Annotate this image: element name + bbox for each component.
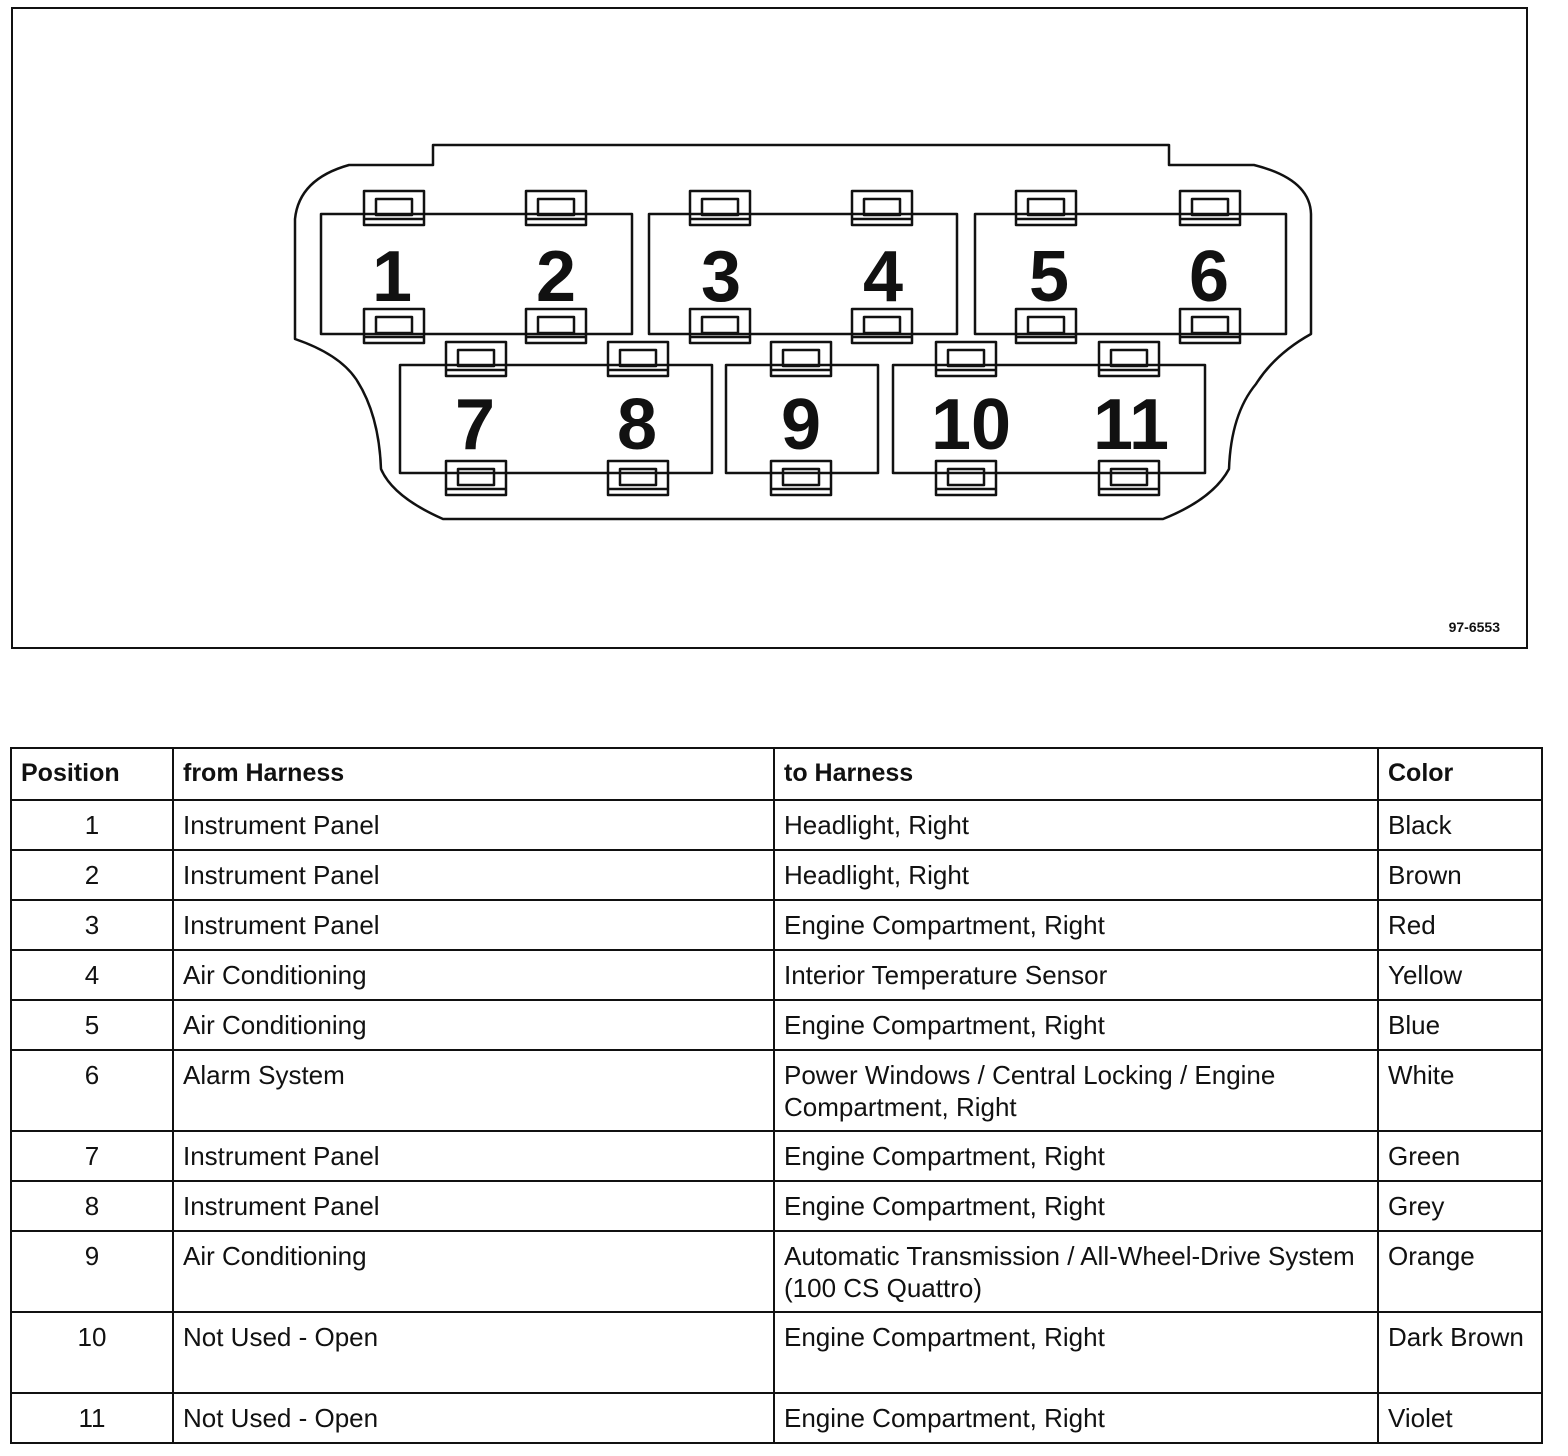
cell-from-harness: Instrument Panel <box>173 900 774 950</box>
cell-position: 4 <box>11 950 173 1000</box>
header-position: Position <box>11 748 173 800</box>
cell-from-harness: Air Conditioning <box>173 1231 774 1312</box>
terminal-latch <box>936 461 996 495</box>
terminal-latch <box>936 342 996 376</box>
cell-position: 11 <box>11 1393 173 1443</box>
header-color: Color <box>1378 748 1542 800</box>
connector-block <box>400 365 712 473</box>
pin-label: 9 <box>780 385 822 465</box>
cell-to-harness: Engine Compartment, Right <box>774 1000 1378 1050</box>
cell-color: Black <box>1378 800 1542 850</box>
header-to-harness: to Harness <box>774 748 1378 800</box>
table-row <box>11 1231 1542 1312</box>
terminal-latch <box>1099 342 1159 376</box>
cell-position: 7 <box>11 1131 173 1181</box>
pin-label: 5 <box>1028 237 1070 317</box>
pin-label: 1 <box>371 237 413 317</box>
terminal-latch <box>771 342 831 376</box>
pin-label: 6 <box>1188 237 1230 317</box>
cell-position: 2 <box>11 850 173 900</box>
cell-to-harness: Headlight, Right <box>774 800 1378 850</box>
cell-to-harness: Engine Compartment, Right <box>774 1181 1378 1231</box>
cell-color: Dark Brown <box>1378 1312 1542 1393</box>
table-row <box>11 1181 1542 1231</box>
pin-label: 3 <box>700 237 742 317</box>
terminal-latch <box>608 461 668 495</box>
cell-color: Violet <box>1378 1393 1542 1443</box>
cell-color: Brown <box>1378 850 1542 900</box>
terminal-latch <box>1099 461 1159 495</box>
cell-to-harness: Interior Temperature Sensor <box>774 950 1378 1000</box>
table-row <box>11 1000 1542 1050</box>
table-row <box>11 850 1542 900</box>
cell-color: Yellow <box>1378 950 1542 1000</box>
terminal-latch <box>771 461 831 495</box>
cell-to-harness: Engine Compartment, Right <box>774 1312 1378 1393</box>
cell-to-harness: Engine Compartment, Right <box>774 900 1378 950</box>
cell-color: White <box>1378 1050 1542 1131</box>
cell-position: 5 <box>11 1000 173 1050</box>
cell-color: Grey <box>1378 1181 1542 1231</box>
cell-color: Green <box>1378 1131 1542 1181</box>
table-row <box>11 1393 1542 1443</box>
cell-position: 9 <box>11 1231 173 1312</box>
figure-number: 97-6553 <box>1448 619 1500 635</box>
pin-assignment-table <box>10 747 1543 1444</box>
pin-label: 10 <box>930 385 1012 465</box>
cell-position: 8 <box>11 1181 173 1231</box>
table-row <box>11 1050 1542 1131</box>
table-row <box>11 800 1542 850</box>
terminal-latch <box>1016 191 1076 225</box>
cell-from-harness: Not Used - Open <box>173 1393 774 1443</box>
cell-position: 10 <box>11 1312 173 1393</box>
terminal-latch <box>690 191 750 225</box>
pin-label: 11 <box>1092 385 1170 465</box>
terminal-latch <box>852 191 912 225</box>
terminal-latch <box>1180 191 1240 225</box>
table-row <box>11 950 1542 1000</box>
cell-from-harness: Not Used - Open <box>173 1312 774 1393</box>
terminal-latch <box>364 191 424 225</box>
table-header-row <box>11 748 1542 800</box>
cell-from-harness: Instrument Panel <box>173 800 774 850</box>
cell-color: Orange <box>1378 1231 1542 1312</box>
cell-to-harness: Engine Compartment, Right <box>774 1131 1378 1181</box>
cell-position: 3 <box>11 900 173 950</box>
table-row <box>11 900 1542 950</box>
cell-from-harness: Instrument Panel <box>173 1131 774 1181</box>
table-row <box>11 1312 1542 1393</box>
connector-diagram <box>13 9 1530 651</box>
cell-color: Red <box>1378 900 1542 950</box>
connector-figure <box>11 7 1528 649</box>
cell-color: Blue <box>1378 1000 1542 1050</box>
pin-label: 7 <box>454 385 496 465</box>
header-from-harness: from Harness <box>173 748 774 800</box>
cell-to-harness: Engine Compartment, Right <box>774 1393 1378 1443</box>
cell-to-harness: Automatic Transmission / All-Wheel-Drive System (100 CS Quattro) <box>774 1231 1378 1312</box>
pin-label: 8 <box>616 385 658 465</box>
cell-position: 6 <box>11 1050 173 1131</box>
pin-label: 2 <box>535 237 577 317</box>
cell-to-harness: Power Windows / Central Locking / Engine Compartment, Right <box>774 1050 1378 1131</box>
table-row <box>11 1131 1542 1181</box>
terminal-latch <box>526 191 586 225</box>
cell-from-harness: Air Conditioning <box>173 950 774 1000</box>
cell-from-harness: Instrument Panel <box>173 1181 774 1231</box>
terminal-latch <box>446 461 506 495</box>
cell-to-harness: Headlight, Right <box>774 850 1378 900</box>
terminal-latch <box>608 342 668 376</box>
cell-from-harness: Air Conditioning <box>173 1000 774 1050</box>
terminal-latch <box>446 342 506 376</box>
cell-from-harness: Alarm System <box>173 1050 774 1131</box>
cell-position: 1 <box>11 800 173 850</box>
cell-from-harness: Instrument Panel <box>173 850 774 900</box>
pin-label: 4 <box>862 237 904 317</box>
